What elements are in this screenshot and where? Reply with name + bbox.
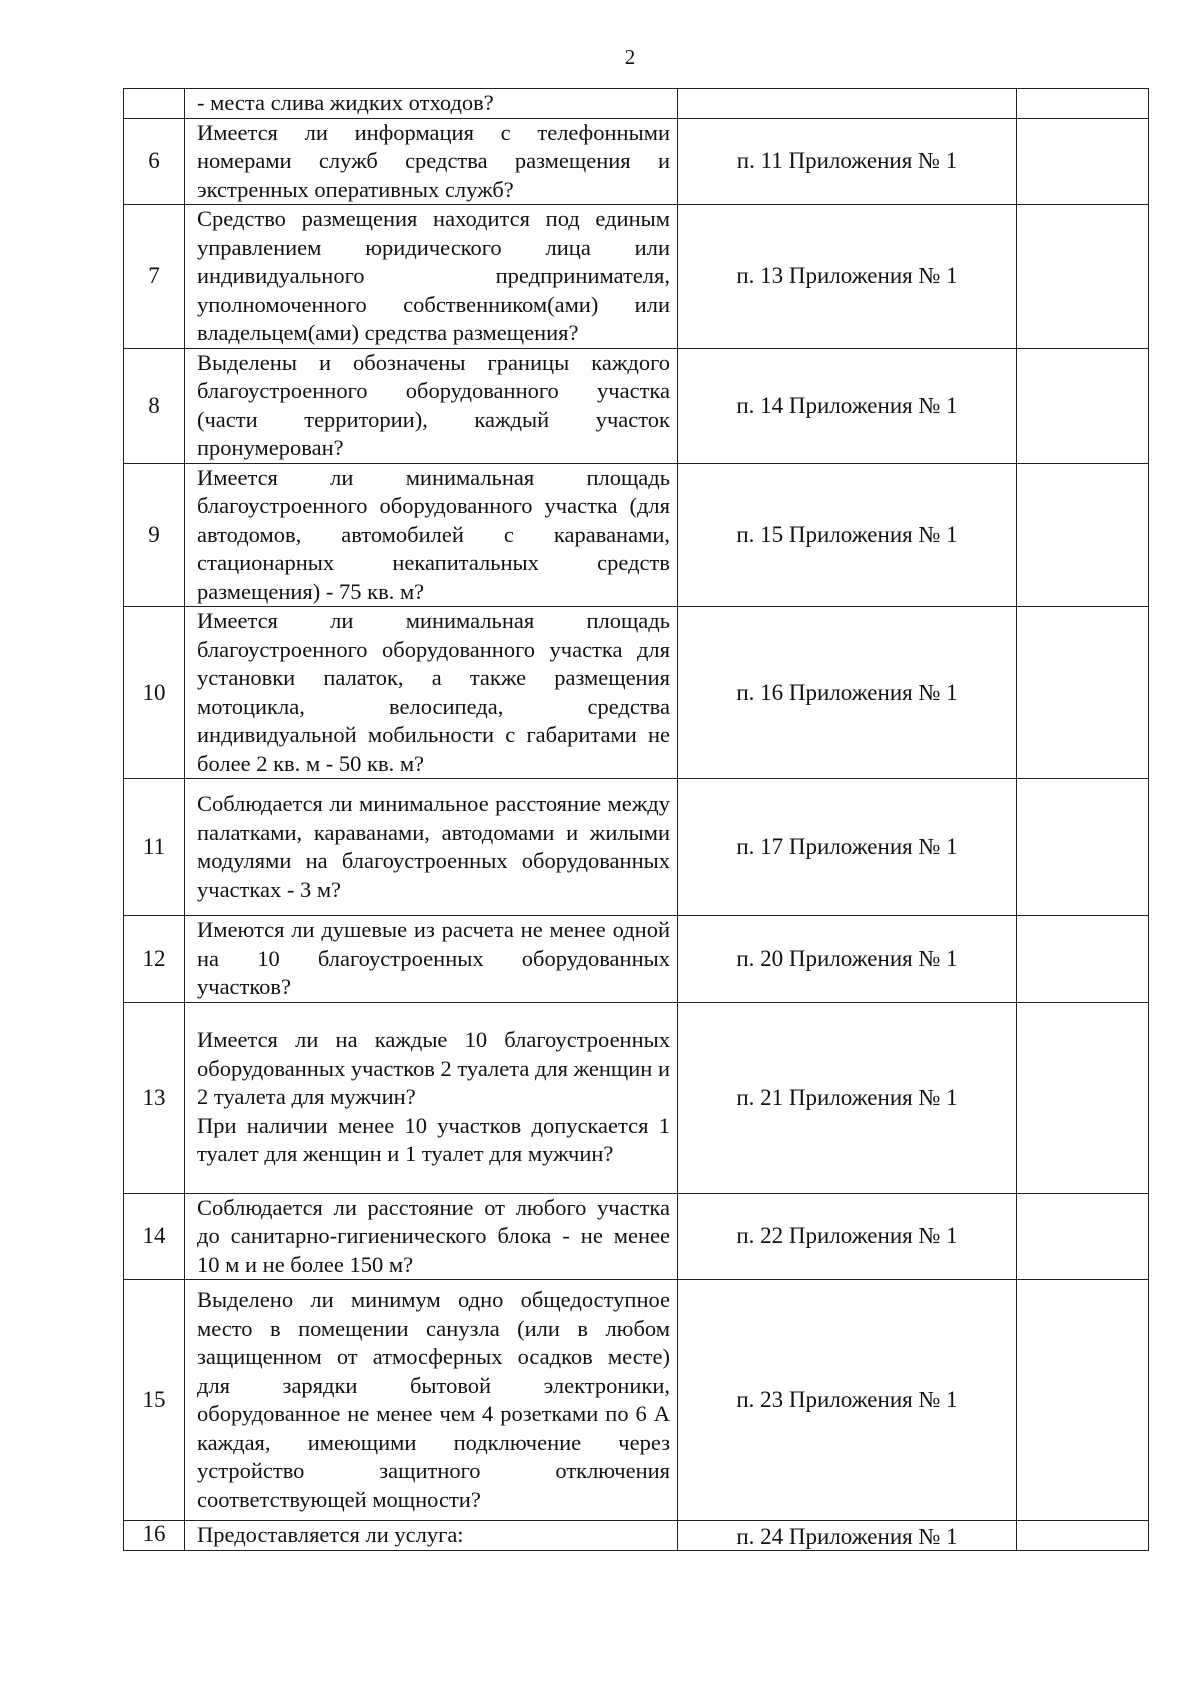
answer-cell[interactable] xyxy=(1017,1002,1149,1193)
question-text: Выделены и обозначены границы каждого благоустроенного оборудованного участка (части территории), каждый участок пронумерован? xyxy=(197,349,670,460)
row-number: 11 xyxy=(124,779,185,916)
answer-cell[interactable] xyxy=(1017,1280,1149,1521)
answer-cell[interactable] xyxy=(1017,205,1149,349)
answer-cell[interactable] xyxy=(1017,607,1149,779)
row-number: 15 xyxy=(124,1280,185,1521)
question-text: Соблюдается ли расстояние от любого участка до санитарно-гигиенического блока - не менее 10 м и не более 150 м? xyxy=(197,1194,670,1277)
answer-cell[interactable] xyxy=(1017,916,1149,1003)
reference-cell: п. 24 Приложения № 1 xyxy=(678,1521,1017,1551)
row-number: 16 xyxy=(124,1521,185,1551)
question-text: Выделено ли минимум одно общедоступное место в помещении санузла (или в любом защищенном от атмосферных осадков месте) для зарядки бытовой электроники, оборудованное не менее чем 4 розетками по 6 А каждая, имеющими подключение через устройство защитного отключения соответствующей мощности? xyxy=(197,1287,670,1512)
question-text: Предоставляется ли услуга: xyxy=(197,1522,464,1547)
question-cell xyxy=(185,779,678,916)
reference-cell: п. 15 Приложения № 1 xyxy=(678,463,1017,607)
answer-cell[interactable] xyxy=(1017,348,1149,463)
table-row xyxy=(124,205,1149,349)
row-number: 7 xyxy=(124,205,185,349)
reference-cell: п. 16 Приложения № 1 xyxy=(678,607,1017,779)
question-cell xyxy=(185,89,678,119)
row-number: 8 xyxy=(124,348,185,463)
question-cell xyxy=(185,463,678,607)
reference-cell: п. 21 Приложения № 1 xyxy=(678,1002,1017,1193)
checklist-rows xyxy=(124,89,1149,1551)
table-row xyxy=(124,1002,1149,1193)
question-text: Средство размещения находится под единым управлением юридического лица или индивидуального предпринимателя, уполномоченного собственником(ами) или владельцем(ами) средства размещения? xyxy=(197,206,670,345)
question-text: - места слива жидких отходов? xyxy=(197,90,494,115)
table-row xyxy=(124,1280,1149,1521)
question-text: Имеется ли на каждые 10 благоустроенных оборудованных участков 2 туалета для женщин и 2 туалета для мужчин? xyxy=(197,1027,670,1110)
question-cell xyxy=(185,916,678,1003)
question-text: Соблюдается ли минимальное расстояние между палатками, караванами, автодомами и жилыми модулями на благоустроенных оборудованных участках - 3 м? xyxy=(197,791,670,902)
table-row xyxy=(124,916,1149,1003)
question-cell xyxy=(185,607,678,779)
table-row xyxy=(124,118,1149,205)
row-number xyxy=(124,89,185,119)
question-cell xyxy=(185,205,678,349)
row-number: 13 xyxy=(124,1002,185,1193)
row-number: 12 xyxy=(124,916,185,1003)
question-text: Имеется ли минимальная площадь благоустроенного оборудованного участка для установки палаток, а также размещения мотоцикла, велосипеда, средства индивидуальной мобильности с габаритами не более 2 кв. м - 50 кв. м? xyxy=(197,608,670,776)
reference-cell: п. 23 Приложения № 1 xyxy=(678,1280,1017,1521)
reference-cell: п. 14 Приложения № 1 xyxy=(678,348,1017,463)
question-text: Имеются ли душевые из расчета не менее одной на 10 благоустроенных оборудованных участков? xyxy=(197,917,670,999)
row-number: 10 xyxy=(124,607,185,779)
checklist-table xyxy=(123,88,1149,1551)
table-row xyxy=(124,1521,1149,1551)
row-number: 9 xyxy=(124,463,185,607)
question-cell xyxy=(185,1193,678,1280)
reference-cell: п. 22 Приложения № 1 xyxy=(678,1193,1017,1280)
table-row xyxy=(124,463,1149,607)
reference-cell: п. 20 Приложения № 1 xyxy=(678,916,1017,1003)
reference-cell: п. 13 Приложения № 1 xyxy=(678,205,1017,349)
reference-cell: п. 11 Приложения № 1 xyxy=(678,118,1017,205)
answer-cell[interactable] xyxy=(1017,89,1149,119)
question-cell xyxy=(185,118,678,205)
question-text: При наличии менее 10 участков допускается 1 туалет для женщин и 1 туалет для мужчин? xyxy=(197,1112,670,1167)
answer-cell[interactable] xyxy=(1017,463,1149,607)
answer-cell[interactable] xyxy=(1017,1521,1149,1551)
question-cell xyxy=(185,1280,678,1521)
answer-cell[interactable] xyxy=(1017,118,1149,205)
reference-cell: п. 17 Приложения № 1 xyxy=(678,779,1017,916)
table-row xyxy=(124,779,1149,916)
question-cell xyxy=(185,1521,678,1551)
answer-cell[interactable] xyxy=(1017,779,1149,916)
reference-cell xyxy=(678,89,1017,119)
table-row xyxy=(124,1193,1149,1280)
table-row xyxy=(124,607,1149,779)
answer-cell[interactable] xyxy=(1017,1193,1149,1280)
question-text: Имеется ли информация с телефонными номерами служб средства размещения и экстренных оперативных служб? xyxy=(197,119,670,202)
table-row xyxy=(124,348,1149,463)
page-number: 2 xyxy=(624,45,636,69)
row-number: 6 xyxy=(124,118,185,205)
table-row xyxy=(124,89,1149,119)
question-cell xyxy=(185,348,678,463)
row-number: 14 xyxy=(124,1193,185,1280)
question-text: Имеется ли минимальная площадь благоустроенного оборудованного участка (для автодомов, автомобилей с караванами, стационарных некапитальных средств размещения) - 75 кв. м? xyxy=(197,464,670,604)
question-cell xyxy=(185,1002,678,1193)
